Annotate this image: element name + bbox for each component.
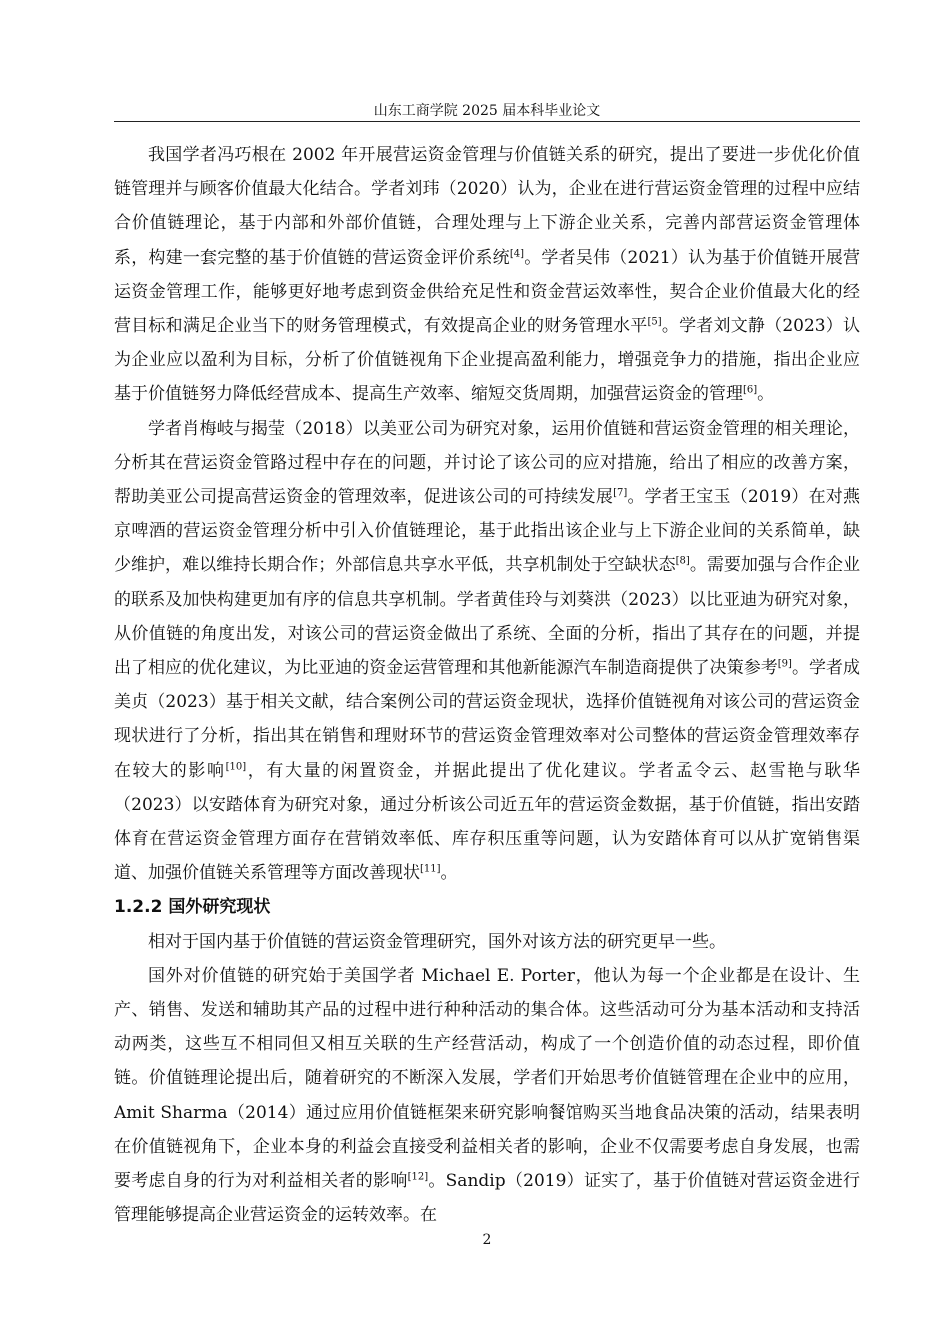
paragraph-2: 学者肖梅岐与揭莹（2018）以美亚公司为研究对象，运用价值链和营运资金管理的相关理论，分析其在营运资金管路过程中存在的问题，并讨论了该公司的应对措施，给出了相应的改善方案，帮助美亚公司提高营运资金的管理效率，促进该公司的可持续发展[7]。学者王宝玉（2019）在对燕京啤酒的营运资金管理分析中引入价值链理论，基于此指出该企业与上下游企业间的关系简单，缺少维护，难以维持长期合作；外部信息共享水平低，共享机制处于空缺状态[8]。需要加强与合作企业的联系及加快构建更加有序的信息共享机制。学者黄佳玲与刘葵洪（2023）以比亚迪为研究对象，从价值链的角度出发，对该公司的营运资金做出了系统、全面的分析，指出了其存在的问题，并提出了相应的优化建议，为比亚迪的资金运营管理和其他新能源汽车制造商提供了决策参考[9]。学者成美贞（2023）基于相关文献，结合案例公司的营运资金现状，选择价值链视角对该公司的营运资金现状进行了分析，指出其在销售和理财环节的营运资金管理效率对公司整体的营运资金管理效率存在较大的影响[10]，有大量的闲置资金，并据此提出了优化建议。学者孟令云、赵雪艳与耿华（2023）以安踏体育为研究对象，通过分析该公司近五年的营运资金数据，基于价值链，指出安踏体育在营运资金管理方面存在营销效率低、库存积压重等问题，认为安踏体育可以从扩宽销售渠道、加强价值链关系管理等方面改善现状[11]。 (114, 418, 861, 884)
citation-12: [12] (407, 1171, 429, 1183)
citation-8: [8] (675, 555, 690, 567)
citation-9: [9] (777, 658, 792, 670)
citation-11: [11] (420, 863, 441, 875)
citation-7: [7] (613, 487, 628, 499)
citation-4: [4] (509, 247, 524, 259)
citation-10: [10] (225, 761, 247, 772)
paragraph-1: 我国学者冯巧根在 2002 年开展营运资金管理与价值链关系的研究，提出了要进一步优化价值链管理并与顾客价值最大化结合。学者刘玮（2020）认为，企业在进行营运资金管理的过程中应结合价值链理论，基于内部和外部价值链，合理处理与上下游企业关系，完善内部营运资金管理体系，构建一套完整的基于价值链的营运资金评价系统[4]。学者吴伟（2021）认为基于价值链开展营运资金管理工作，能够更好地考虑到资金供给充足性和资金营运效率性，契合企业价值最大化的经营目标和满足企业当下的财务管理模式，有效提高企业的财务管理水平[5]。学者刘文静（2023）认为企业应以盈利为目标，分析了价值链视角下企业提高盈利能力，增强竞争力的措施，指出企业应基于价值链努力降低经营成本、提高生产效率、缩短交货周期，加强营运资金的管理[6]。 (114, 145, 861, 405)
page-number: 2 (482, 1232, 492, 1248)
running-header: 山东工商学院 2025 届本科毕业论文 (373, 103, 601, 119)
paragraph-3: 相对于国内基于价值链的营运资金管理研究，国外对该方法的研究更早一些。 (148, 931, 726, 952)
citation-5: [5] (647, 316, 662, 328)
body-text (114, 138, 860, 1233)
header-divider (114, 121, 860, 122)
section-heading: 1.2.2 国外研究现状 (114, 897, 271, 918)
paragraph-4: 国外对价值链的研究始于美国学者 Michael E. Porter，他认为每一个企业都是在设计、生产、销售、发送和辅助其产品的过程中进行种种活动的集合体。这些活动可分为基本活动和支持活动两类，这些互不相同但又相互关联的生产经营活动，构成了一个创造价值的动态过程，即价值链。价值链理论提出后，随着研究的不断深入发展，学者们开始思考价值链管理在企业中的应用，Amit Sharma（2014）通过应用价值链框架来研究影响餐馆购买当地食品决策的活动，结果表明在价值链视角下，企业本身的利益会直接受利益相关者的影响，企业不仅需要考虑自身发展，也需要考虑自身的行为对利益相关者的影响[12]。Sandip（2019）证实了，基于价值链对营运资金进行管理能够提高企业营运资金的运转效率。在 (114, 965, 860, 1226)
citation-6: [6] (743, 384, 758, 396)
